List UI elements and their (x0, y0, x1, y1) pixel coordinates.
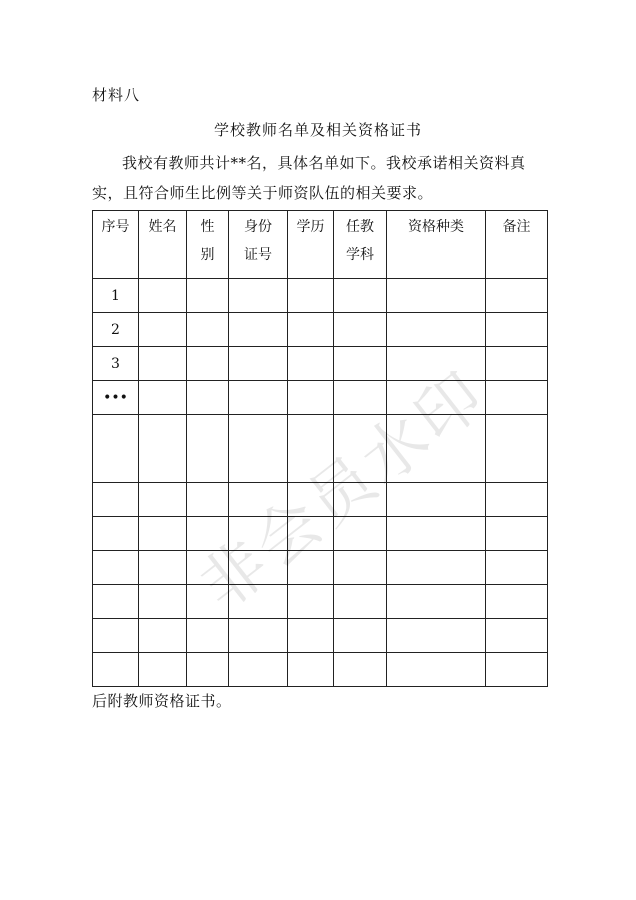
table-cell (486, 483, 548, 517)
table-cell (387, 551, 486, 585)
table-cell (288, 619, 334, 653)
header-text: 性 (200, 219, 215, 235)
row-number-cell: ••• (93, 381, 139, 415)
header-text: 学历 (296, 219, 325, 235)
table-cell (187, 313, 229, 347)
row-number-cell: 3 (93, 347, 139, 381)
table-cell (139, 517, 187, 551)
table-cell (387, 517, 486, 551)
table-cell (187, 347, 229, 381)
material-label: 材料八 (92, 86, 141, 104)
header-cell-id-number (229, 211, 288, 279)
header-text: 序号 (101, 219, 130, 235)
table-cell (187, 653, 229, 687)
footer-note: 后附教师资格证书。 (92, 692, 232, 710)
table-cell (486, 415, 548, 483)
row-number-cell: 2 (93, 313, 139, 347)
table-cell (93, 653, 139, 687)
table-cell (187, 279, 229, 313)
header-cell-subject (334, 211, 387, 279)
table-cell (229, 653, 288, 687)
table-cell (334, 585, 387, 619)
row-number-cell: 1 (93, 279, 139, 313)
table-cell (139, 619, 187, 653)
table-row (93, 653, 548, 687)
table-cell (139, 381, 187, 415)
table-cell (187, 483, 229, 517)
table-cell (288, 585, 334, 619)
header-cell-gender (187, 211, 229, 279)
table-cell (387, 619, 486, 653)
table-cell (387, 585, 486, 619)
table-cell (229, 313, 288, 347)
table-cell (93, 517, 139, 551)
table-cell (334, 279, 387, 313)
table-cell (93, 551, 139, 585)
table-cell (93, 585, 139, 619)
table-cell (139, 313, 187, 347)
table-cell (139, 483, 187, 517)
table-cell (288, 347, 334, 381)
header-text: 姓名 (148, 219, 177, 235)
table-cell (486, 279, 548, 313)
header-text: 任教 (346, 219, 374, 235)
table-cell (229, 279, 288, 313)
table-cell (187, 381, 229, 415)
table-cell (139, 653, 187, 687)
table-cell (486, 619, 548, 653)
intro-paragraph-text: 我校有教师共计**名，具体名单如下。我校承诺相关资料真实，且符合师生比例等关于师资队伍的相关要求。 (92, 154, 526, 202)
table-cell (486, 551, 548, 585)
table-cell (288, 279, 334, 313)
table-cell (486, 585, 548, 619)
table-cell (139, 347, 187, 381)
watermark: 非会员水印 (186, 356, 501, 625)
table-cell (334, 619, 387, 653)
table-row (93, 619, 548, 653)
table-cell (229, 347, 288, 381)
table-header-row (93, 211, 548, 279)
header-cell-qualification (387, 211, 486, 279)
table-cell (288, 653, 334, 687)
table-cell (387, 279, 486, 313)
table-cell (139, 415, 187, 483)
header-text: 备注 (502, 219, 531, 235)
table-cell (334, 551, 387, 585)
table-cell (229, 381, 288, 415)
header-text: 资格种类 (408, 219, 464, 235)
header-text: 别 (200, 247, 215, 263)
table-cell (486, 517, 548, 551)
table-cell (486, 653, 548, 687)
intro-paragraph (92, 148, 548, 208)
header-text: 学科 (346, 247, 374, 263)
header-cell-remarks (486, 211, 548, 279)
document-title: 学校教师名单及相关资格证书 (213, 121, 422, 139)
table-cell (334, 313, 387, 347)
table-cell (387, 653, 486, 687)
header-cell-index (93, 211, 139, 279)
header-cell-education (288, 211, 334, 279)
table-cell (139, 279, 187, 313)
header-text: 身份 (244, 219, 272, 235)
table-cell (288, 313, 334, 347)
header-text: 证号 (244, 247, 272, 263)
table-row (93, 279, 548, 313)
table-cell (288, 381, 334, 415)
table-cell (334, 347, 387, 381)
table-cell (187, 415, 229, 483)
table-cell (93, 619, 139, 653)
table-cell (486, 313, 548, 347)
table-cell (93, 483, 139, 517)
table-cell (93, 415, 139, 483)
header-cell-name (139, 211, 187, 279)
table-cell (229, 415, 288, 483)
table-cell (334, 653, 387, 687)
